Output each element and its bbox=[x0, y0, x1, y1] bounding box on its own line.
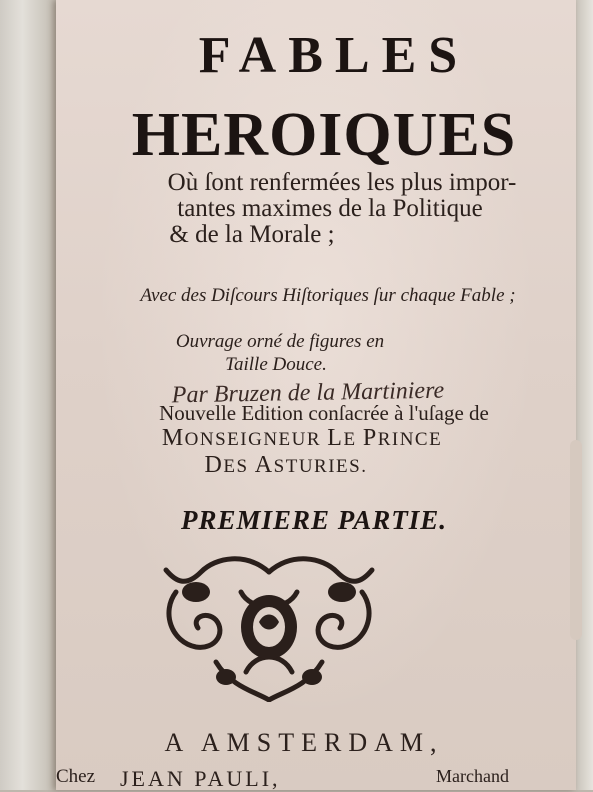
edition-line-2 bbox=[42, 425, 562, 452]
edition-line-1: Nouvelle Edition conſacrée à l'uſage de bbox=[159, 401, 489, 425]
imprint-marchand: Marchand bbox=[436, 766, 509, 786]
title-heroiques: HEROIQUES bbox=[131, 101, 517, 169]
discours-line: Avec des Diſcours Hiſtoriques ſur chaque Fable ; bbox=[140, 285, 516, 306]
initial-p: P bbox=[362, 425, 378, 451]
handwritten-attribution: Par Bruzen de la Martiniere bbox=[171, 377, 445, 409]
initial-d: D bbox=[204, 452, 224, 478]
word-onseigneur: ONSEIGNEUR bbox=[184, 429, 322, 450]
word-sturies: STURIES. bbox=[273, 456, 368, 477]
subtitle-line-2: tantes maximes de la Politique bbox=[177, 195, 483, 222]
initial-l: L bbox=[327, 425, 344, 451]
ornament-icon bbox=[156, 552, 382, 702]
imprint-city: A AMSTERDAM, bbox=[164, 728, 444, 757]
title-page bbox=[56, 0, 576, 790]
initial-m: M bbox=[161, 425, 185, 451]
word-es: ES bbox=[223, 456, 249, 477]
imprint-chez: Chez bbox=[56, 766, 96, 787]
ouvrage-line-1: Ouvrage orné de figures en bbox=[175, 331, 385, 352]
ouvrage-line-2: Taille Douce. bbox=[225, 354, 327, 375]
title-fables: FABLES bbox=[198, 27, 470, 84]
edition-line-3 bbox=[26, 452, 546, 479]
subtitle-line-3: & de la Morale ; bbox=[169, 221, 335, 248]
initial-a: A bbox=[254, 452, 274, 478]
word-rince: RINCE bbox=[377, 429, 443, 450]
partie-heading: PREMIERE PARTIE. bbox=[180, 505, 448, 535]
imprint-publisher: JEAN PAULI, bbox=[120, 766, 281, 791]
word-e: E bbox=[343, 429, 357, 450]
subtitle-line-1: Où ſont renfermées les plus impor- bbox=[167, 169, 517, 196]
